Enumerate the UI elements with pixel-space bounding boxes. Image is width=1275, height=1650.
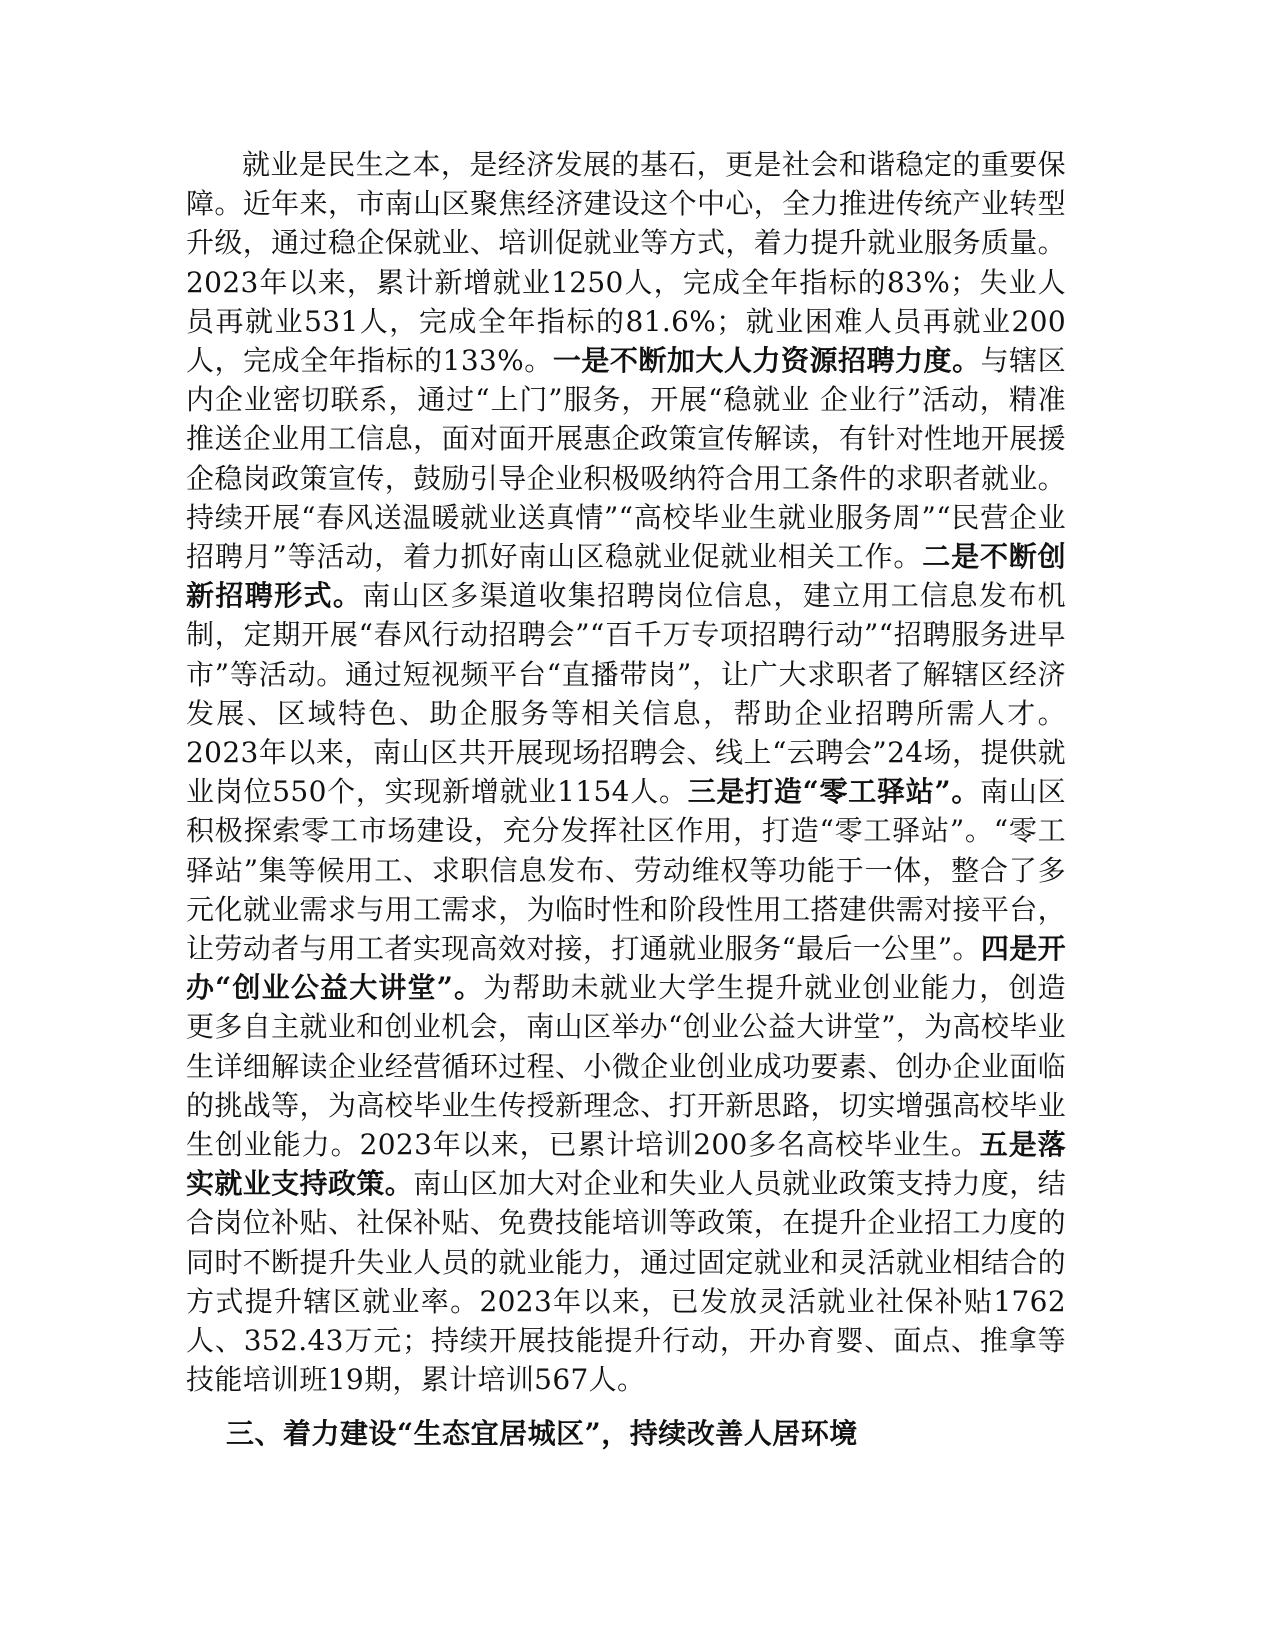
point-4-title: 四是开办“创业公益大讲堂”。 [186,932,1066,1005]
point-2-title: 二是不断创新招聘形式。 [186,540,1066,613]
intro-text: 就业是民生之本，是经济发展的基石，更是社会和谐稳定的重要保障。近年来，市南山区聚焦经济建设这个中心，全力推进传统产业转型升级，通过稳企保就业、培训促就业等方式，着力提升就业服务质量。2023年以来，累计新增就业1250人，完成全年指标的83%；失业人员再就业531人，完成全年指标的81.6%；就业困难人员再就业200人，完成全年指标的133%。 [186,148,1066,378]
point-4-body: 为帮助未就业大学生提升就业创业能力，创造更多自主就业和创业机会，南山区举办“创业公益大讲堂”，为高校毕业生详细解读企业经营循环过程、小微企业创业成功要素、创办企业面临的挑战等，为高校毕业生传授新理念、打开新思路，切实增强高校毕业生创业能力。2023年以来，已累计培训200多名高校毕业生。 [186,971,1066,1162]
point-3-body: 南山区积极探索零工市场建设，充分发挥社区作用，打造“零工驿站”。“零工驿站”集等候用工、求职信息发布、劳动维权等功能于一体，整合了多元化就业需求与用工需求，为临时性和阶段性用工搭建供需对接平台，让劳动者与用工者实现高效对接，打通就业服务“最后一公里”。 [186,775,1066,966]
point-5-title: 五是落实就业支持政策。 [186,1128,1066,1201]
point-1-title: 一是不断加大人力资源招聘力度。 [552,344,981,378]
point-5-body: 南山区加大对企业和失业人员就业政策支持力度，结合岗位补贴、社保补贴、免费技能培训等政策，在提升企业招工力度的同时不断提升失业人员的就业能力，通过固定就业和灵活就业相结合的方式提升辖区就业率。2023年以来，已发放灵活就业社保补贴1762人、352.43万元；持续开展技能提升行动，开办育婴、面点、推拿等技能培训班19期，累计培训567人。 [186,1167,1066,1397]
point-2-body: 南山区多渠道收集招聘岗位信息，建立用工信息发布机制，定期开展“春风行动招聘会”“百千万专项招聘行动”“招聘服务进早市”等活动。通过短视频平台“直播带岗”，让广大求职者了解辖区经济发展、区域特色、助企服务等相关信息，帮助企业招聘所需人才。2023年以来，南山区共开展现场招聘会、线上“云聘会”24场，提供就业岗位550个，实现新增就业1154人。 [186,579,1066,809]
point-3-title: 三是打造“零工驿站”。 [687,775,981,809]
employment-paragraph [186,145,1066,1400]
point-1-body: 与辖区内企业密切联系，通过“上门”服务，开展“稳就业 企业行”活动，精准推送企业用工信息，面对面开展惠企政策宣传解读，有针对性地开展援企稳岗政策宣传，鼓励引导企业积极吸纳符合用工条件的求职者就业。持续开展“春风送温暖就业送真情”“高校毕业生就业服务周”“民营企业招聘月”等活动，着力抓好南山区稳就业促就业相关工作。 [186,344,1066,574]
section-heading: 三、着力建设“生态宜居城区”，持续改善人居环境 [226,1417,858,1450]
